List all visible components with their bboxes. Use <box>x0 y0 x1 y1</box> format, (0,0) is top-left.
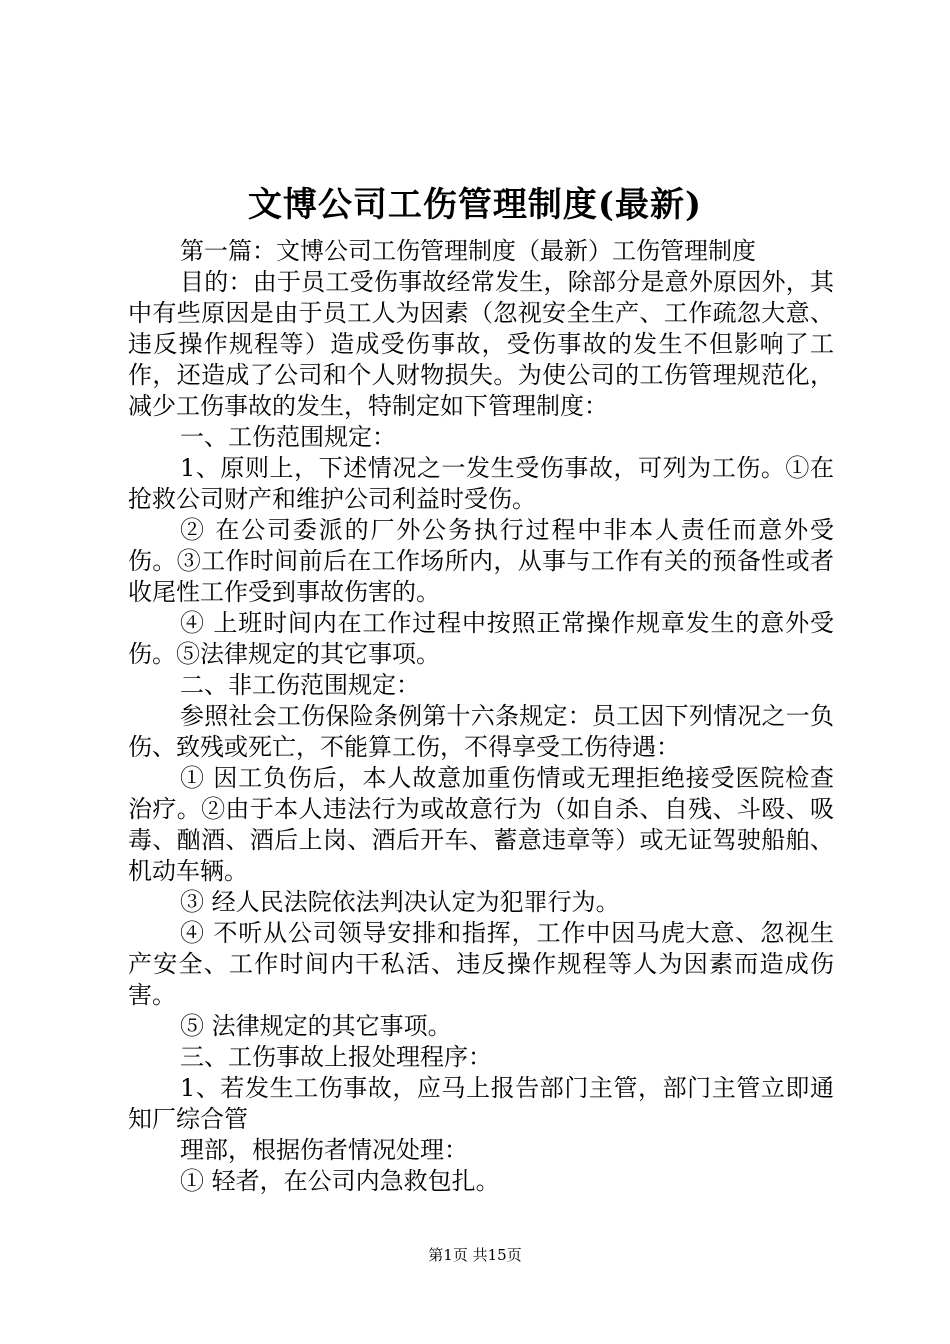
paragraph-procedure-heading: 三、工伤事故上报处理程序： <box>180 1043 492 1071</box>
paragraph-non-scope-rule-4: ④ 不听从公司领导安排和指挥，工作中因马虎大意、忽视生产安全、工作时间内干私活、违反操作规程等人为因素而造成伤害。 <box>128 919 834 1009</box>
paragraph-non-scope-rule-3: ③ 经人民法院依法判决认定为犯罪行为。 <box>180 888 620 916</box>
paragraph-section-heading: 第一篇：文博公司工伤管理制度（最新）工伤管理制度 <box>180 237 756 265</box>
page-number-footer: 第1页 共15页 <box>428 1246 522 1264</box>
paragraph-purpose: 目的：由于员工受伤事故经常发生，除部分是意外原因外，其中有些原因是由于员工人为因素（忽视安全生产、工作疏忽大意、违反操作规程等）造成受伤事故，受伤事故的发生不但影响了工作，还造成了公司和个人财物损失。为使公司的工伤管理规范化，减少工伤事故的发生，特制定如下管理制度： <box>128 268 834 420</box>
paragraph-non-scope-rule-1: ① 因工负伤后，本人故意加重伤情或无理拒绝接受医院检查治疗。②由于本人违法行为或故意行为（如自杀、自残、斗殴、吸毒、酗酒、酒后上岗、酒后开车、蓄意违章等）或无证驾驶船舶、机动车辆。 <box>128 764 834 885</box>
paragraph-scope-rule-1: 1、原则上，下述情况之一发生受伤事故，可列为工伤。①在抢救公司财产和维护公司利益时受伤。 <box>128 454 834 513</box>
document-body <box>128 236 834 1197</box>
paragraph-scope-rule-4: ④ 上班时间内在工作过程中按照正常操作规章发生的意外受伤。⑤法律规定的其它事项。 <box>128 609 834 668</box>
paragraph-non-scope-heading: 二、非工伤范围规定： <box>180 671 420 699</box>
paragraph-non-scope-rule-5: ⑤ 法律规定的其它事项。 <box>180 1012 452 1040</box>
paragraph-procedure-step-1: 1、若发生工伤事故，应马上报告部门主管，部门主管立即通知厂综合管 <box>128 1074 834 1133</box>
paragraph-procedure-step-1-cont: 理部，根据伤者情况处理： <box>180 1136 468 1164</box>
paragraph-non-scope-intro: 参照社会工伤保险条例第十六条规定：员工因下列情况之一负伤、致残或死亡，不能算工伤，不得享受工伤待遇： <box>128 702 834 761</box>
document-title: 文博公司工伤管理制度(最新) <box>247 185 703 225</box>
paragraph-procedure-minor: ① 轻者，在公司内急救包扎。 <box>180 1167 500 1195</box>
paragraph-scope-rule-2: ② 在公司委派的厂外公务执行过程中非本人责任而意外受伤。③工作时间前后在工作场所内，从事与工作有关的预备性或者收尾性工作受到事故伤害的。 <box>128 516 834 606</box>
paragraph-scope-heading: 一、工伤范围规定： <box>180 423 396 451</box>
